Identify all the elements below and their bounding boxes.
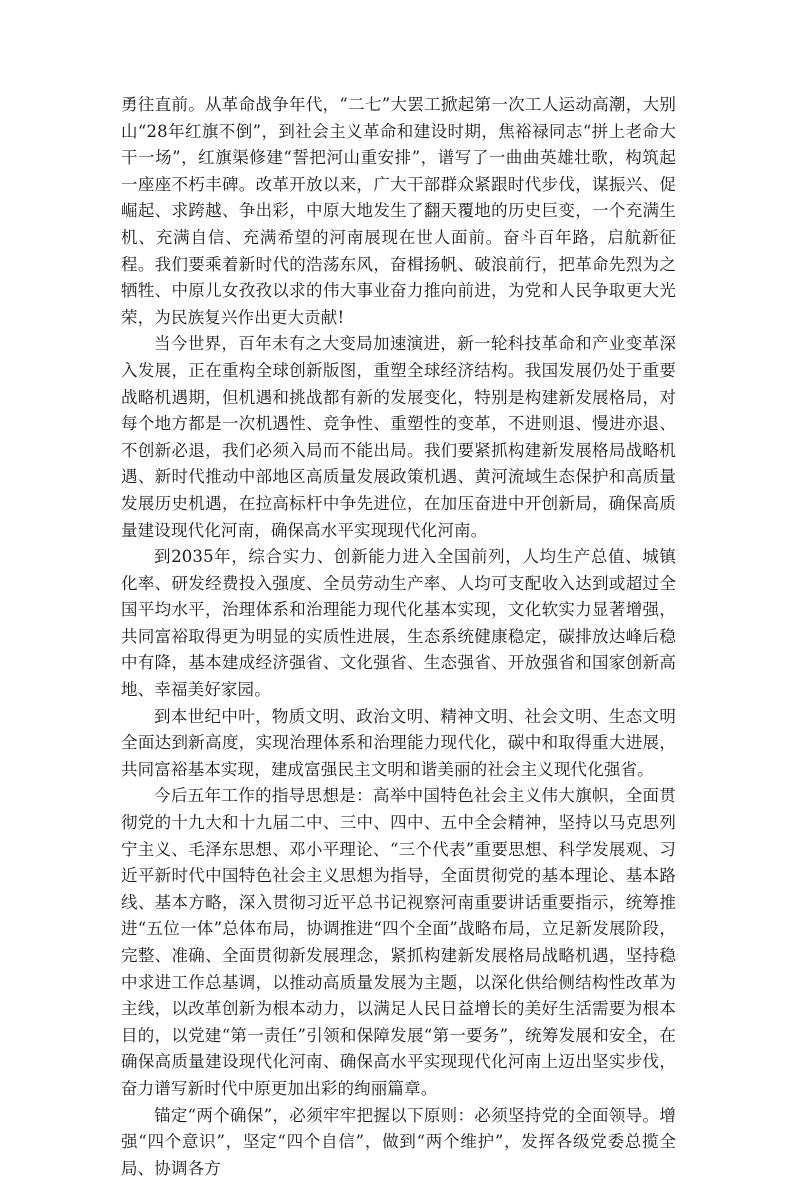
paragraph-principles: 锚定“两个确保”，必须牢牢把握以下原则：必须坚持党的全面领导。增强“四个意识”，坚定“四个自信”，做到“两个维护”，发挥各级党委总揽全局、协调各方 xyxy=(121,1105,676,1178)
paragraph-mid-century-goal: 到本世纪中叶，物质文明、政治文明、精神文明、社会文明、生态文明全面达到新高度，实现治理体系和治理能力现代化，碳中和取得重大进展，共同富裕基本实现，建成富强民主文明和谐美丽的社会主义现代化强省。 xyxy=(121,706,676,779)
paragraph-goal-2035: 到2035年，综合实力、创新能力进入全国前列，人均生产总值、城镇化率、研发经费投入强度、全员劳动生产率、人均可支配收入达到或超过全国平均水平，治理体系和治理能力现代化基本实现，文化软实力显著增强，共同富裕取得更为明显的实质性进展，生态系统健康稳定，碳排放达峰后稳中有降，基本建成经济强省、文化强省、生态强省、开放强省和国家创新高地、幸福美好家园。 xyxy=(121,547,676,700)
document-body xyxy=(121,92,676,1182)
paragraph-guiding-thought: 今后五年工作的指导思想是：高举中国特色社会主义伟大旗帜，全面贯彻党的十九大和十九届二中、三中、四中、五中全会精神，坚持以马克思列宁主义、毛泽东思想、邓小平理论、“三个代表”重要思想、科学发展观、习近平新时代中国特色社会主义思想为指导，全面贯彻党的基本理论、基本路线、基本方略，深入贯彻习近平总书记视察河南重要讲话重要指示，统筹推进“五位一体”总体布局，协调推进“四个全面”战略布局，立足新发展阶段，完整、准确、全面贯彻新发展理念，紧抓构建新发展格局战略机遇，坚持稳中求进工作总基调，以推动高质量发展为主题，以深化供给侧结构性改革为主线，以改革创新为根本动力，以满足人民日益增长的美好生活需要为根本目的，以党建“第一责任”引领和保障发展“第一要务”，统筹发展和安全，在确保高质量建设现代化河南、确保高水平实现现代化河南上迈出坚实步伐，奋力谱写新时代中原更加出彩的绚丽篇章。 xyxy=(121,786,676,1098)
paragraph-world-situation: 当今世界，百年未有之大变局加速演进，新一轮科技革命和产业变革深入发展，正在重构全球创新版图，重塑全球经济结构。我国发展仍处于重要战略机遇期，但机遇和挑战都有新的发展变化，特别是构建新发展格局，对每个地方都是一次机遇性、竞争性、重塑性的变革，不进则退、慢进亦退、不创新必退，我们必须入局而不能出局。我们要紧抓构建新发展格局战略机遇、新时代推动中部地区高质量发展政策机遇、黄河流域生态保护和高质量发展历史机遇，在拉高标杆中争先进位，在加压奋进中开创新局，确保高质量建设现代化河南，确保高水平实现现代化河南。 xyxy=(121,334,676,540)
paragraph-revolution-history: 勇往直前。从革命战争年代，“二七”大罢工掀起第一次工人运动高潮，大别山“28年红旗不倒”，到社会主义革命和建设时期，焦裕禄同志“拼上老命大干一场”，红旗渠修建“誓把河山重安排”，谱写了一曲曲英雄壮歌，构筑起一座座不朽丰碑。改革开放以来，广大干部群众紧跟时代步伐，谋振兴、促崛起、求跨越、争出彩，中原大地发生了翻天覆地的历史巨变，一个充满生机、充满自信、充满希望的河南展现在世人面前。奋斗百年路，启航新征程。我们要乘着新时代的浩荡东风，奋楫扬帆、破浪前行，把革命先烈为之牺牲、中原儿女孜孜以求的伟大事业奋力推向前进，为党和人民争取更大光荣，为民族复兴作出更大贡献! xyxy=(121,95,676,327)
